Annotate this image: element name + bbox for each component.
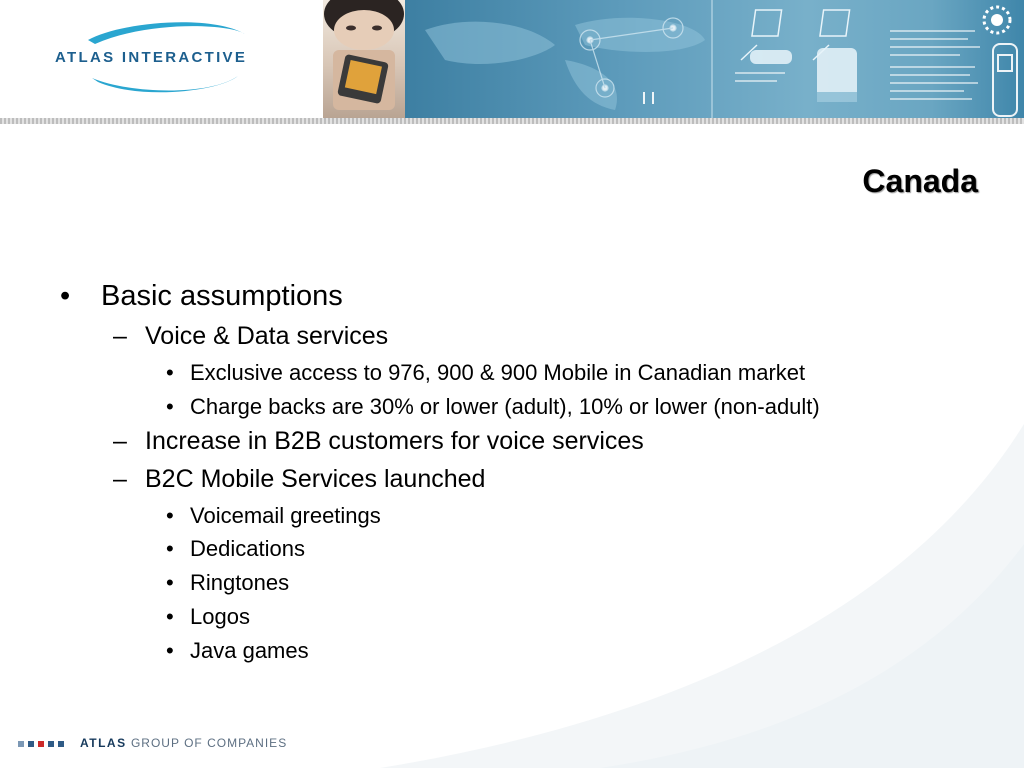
- header-banner-image: [405, 0, 1024, 118]
- footer-square-icon: [18, 741, 24, 747]
- header-divider: [0, 118, 1024, 124]
- bullet-marker: •: [166, 570, 174, 595]
- atlas-interactive-logo: [0, 0, 323, 122]
- footer-square-icon: [48, 741, 54, 747]
- list-item: Voice & Data services: [145, 322, 389, 350]
- bullet-marker: •: [166, 360, 174, 385]
- list-item: Basic assumptions: [101, 280, 343, 312]
- dash-marker: –: [113, 427, 127, 455]
- footer-brand: ATLAS: [80, 736, 127, 750]
- footer-square-icon: [28, 741, 34, 747]
- bullet-marker: •: [166, 638, 174, 663]
- list-item: Logos: [190, 604, 250, 629]
- person-with-phone-image: [323, 0, 405, 118]
- footer-square-icon: [58, 741, 64, 747]
- list-item: Java games: [190, 638, 309, 663]
- bullet-marker: •: [166, 604, 174, 629]
- footer-square-icon: [38, 741, 44, 747]
- logo-text: ATLAS INTERACTIVE: [55, 49, 248, 66]
- dash-marker: –: [113, 465, 127, 493]
- slide-title: Canada: [862, 163, 978, 199]
- list-item: Increase in B2B customers for voice services: [145, 427, 644, 455]
- bullet-marker: •: [166, 503, 174, 528]
- list-item: Ringtones: [190, 570, 290, 595]
- header: [0, 0, 1024, 122]
- list-item: Exclusive access to 976, 900 & 900 Mobile in Canadian market: [190, 360, 806, 385]
- dash-marker: –: [113, 322, 127, 350]
- bullet-marker: •: [60, 280, 71, 312]
- list-item: Charge backs are 30% or lower (adult), 10% or lower (non-adult): [190, 394, 820, 419]
- bullet-marker: •: [166, 536, 174, 561]
- footer-group-text: GROUP OF COMPANIES: [130, 736, 288, 750]
- footer-brand-text: [80, 736, 287, 750]
- list-item: Dedications: [190, 536, 305, 561]
- bullet-marker: •: [166, 394, 174, 419]
- list-item: Voicemail greetings: [190, 503, 381, 528]
- list-item: B2C Mobile Services launched: [145, 465, 486, 493]
